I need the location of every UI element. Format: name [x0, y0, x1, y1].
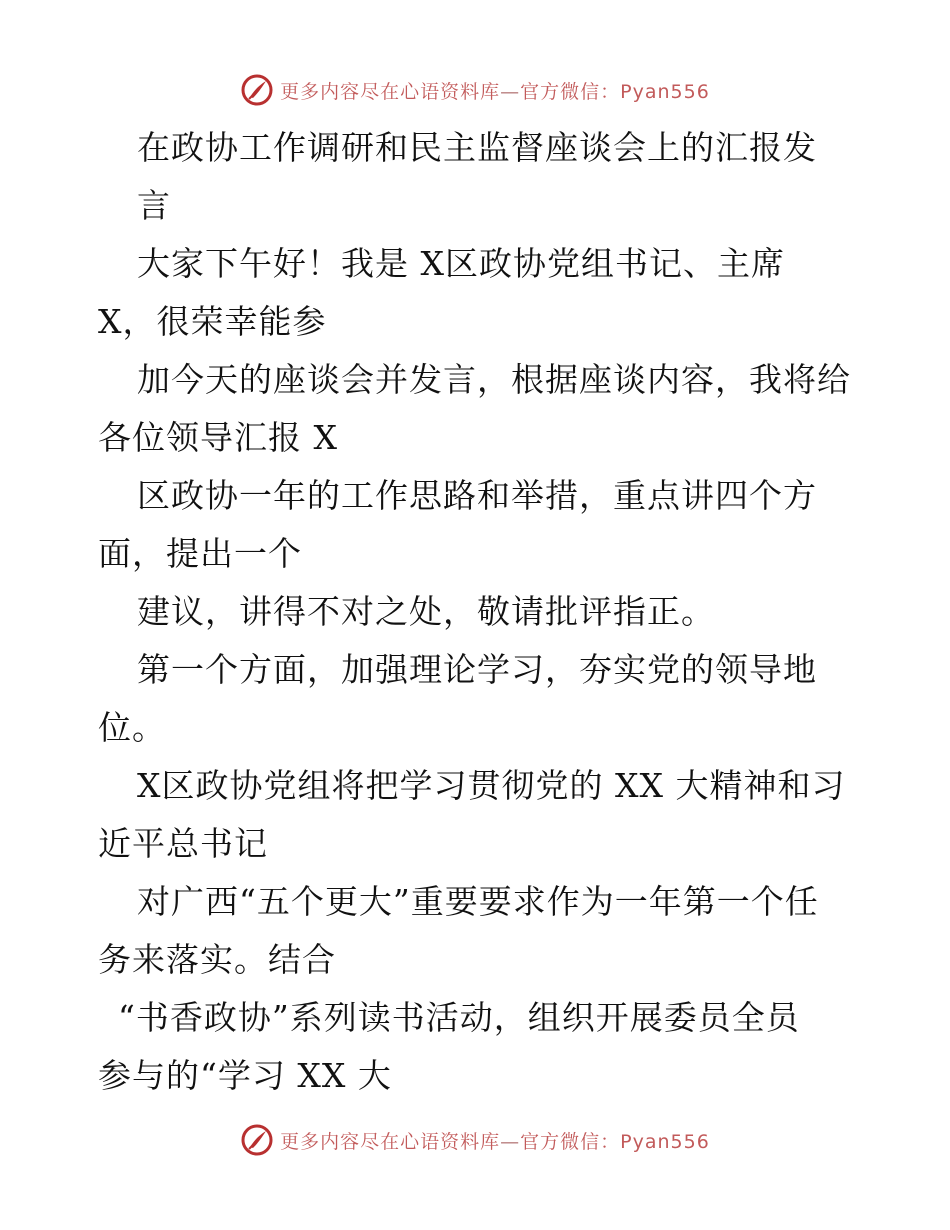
header-text [280, 77, 710, 104]
footer-dash: — [500, 1130, 521, 1153]
header-dash: — [500, 80, 521, 103]
body-line: 位。 [98, 708, 166, 747]
body-line: 参与的“学习 XX 大 [98, 1056, 392, 1095]
footer-banner [0, 1120, 950, 1160]
footer-brand: 更多内容尽在心语资料库 [280, 1130, 501, 1153]
body-line: 区政协一年的工作思路和举措，重点讲四个方 [137, 476, 817, 515]
body-line: 近平总书记 [98, 824, 268, 863]
body-line: 第一个方面，加强理论学习，夯实党的领导地 [137, 650, 817, 689]
body-line: 在政协工作调研和民主监督座谈会上的汇报发 [137, 128, 817, 167]
body-line: 各位领导汇报 X [98, 418, 338, 457]
body-line: X区政协党组将把学习贯彻党的 XX 大精神和习 [137, 766, 846, 805]
body-line: 加今天的座谈会并发言，根据座谈内容，我将给 [137, 360, 851, 399]
body-line: 面，提出一个 [98, 534, 302, 573]
body-line: 言 [137, 186, 171, 225]
footer-wechat: 官方微信：Pyan556 [520, 1130, 710, 1153]
body-line: “书香政协”系列读书活动，组织开展委员全员 [118, 998, 800, 1037]
body-line: 对广西“五个更大”重要要求作为一年第一个任 [137, 882, 819, 921]
quill-logo-icon [240, 73, 274, 107]
header-brand: 更多内容尽在心语资料库 [280, 80, 501, 103]
header-banner [0, 70, 950, 110]
footer-text [280, 1127, 710, 1154]
quill-logo-icon [240, 1123, 274, 1157]
header-wechat: 官方微信：Pyan556 [520, 80, 710, 103]
body-line: 务来落实。结合 [98, 940, 336, 979]
body-line: 建议，讲得不对之处，敬请批评指正。 [137, 592, 715, 631]
body-line: 大家下午好！我是 X区政协党组书记、主席 [137, 244, 785, 283]
body-line: X，很荣幸能参 [98, 302, 327, 341]
